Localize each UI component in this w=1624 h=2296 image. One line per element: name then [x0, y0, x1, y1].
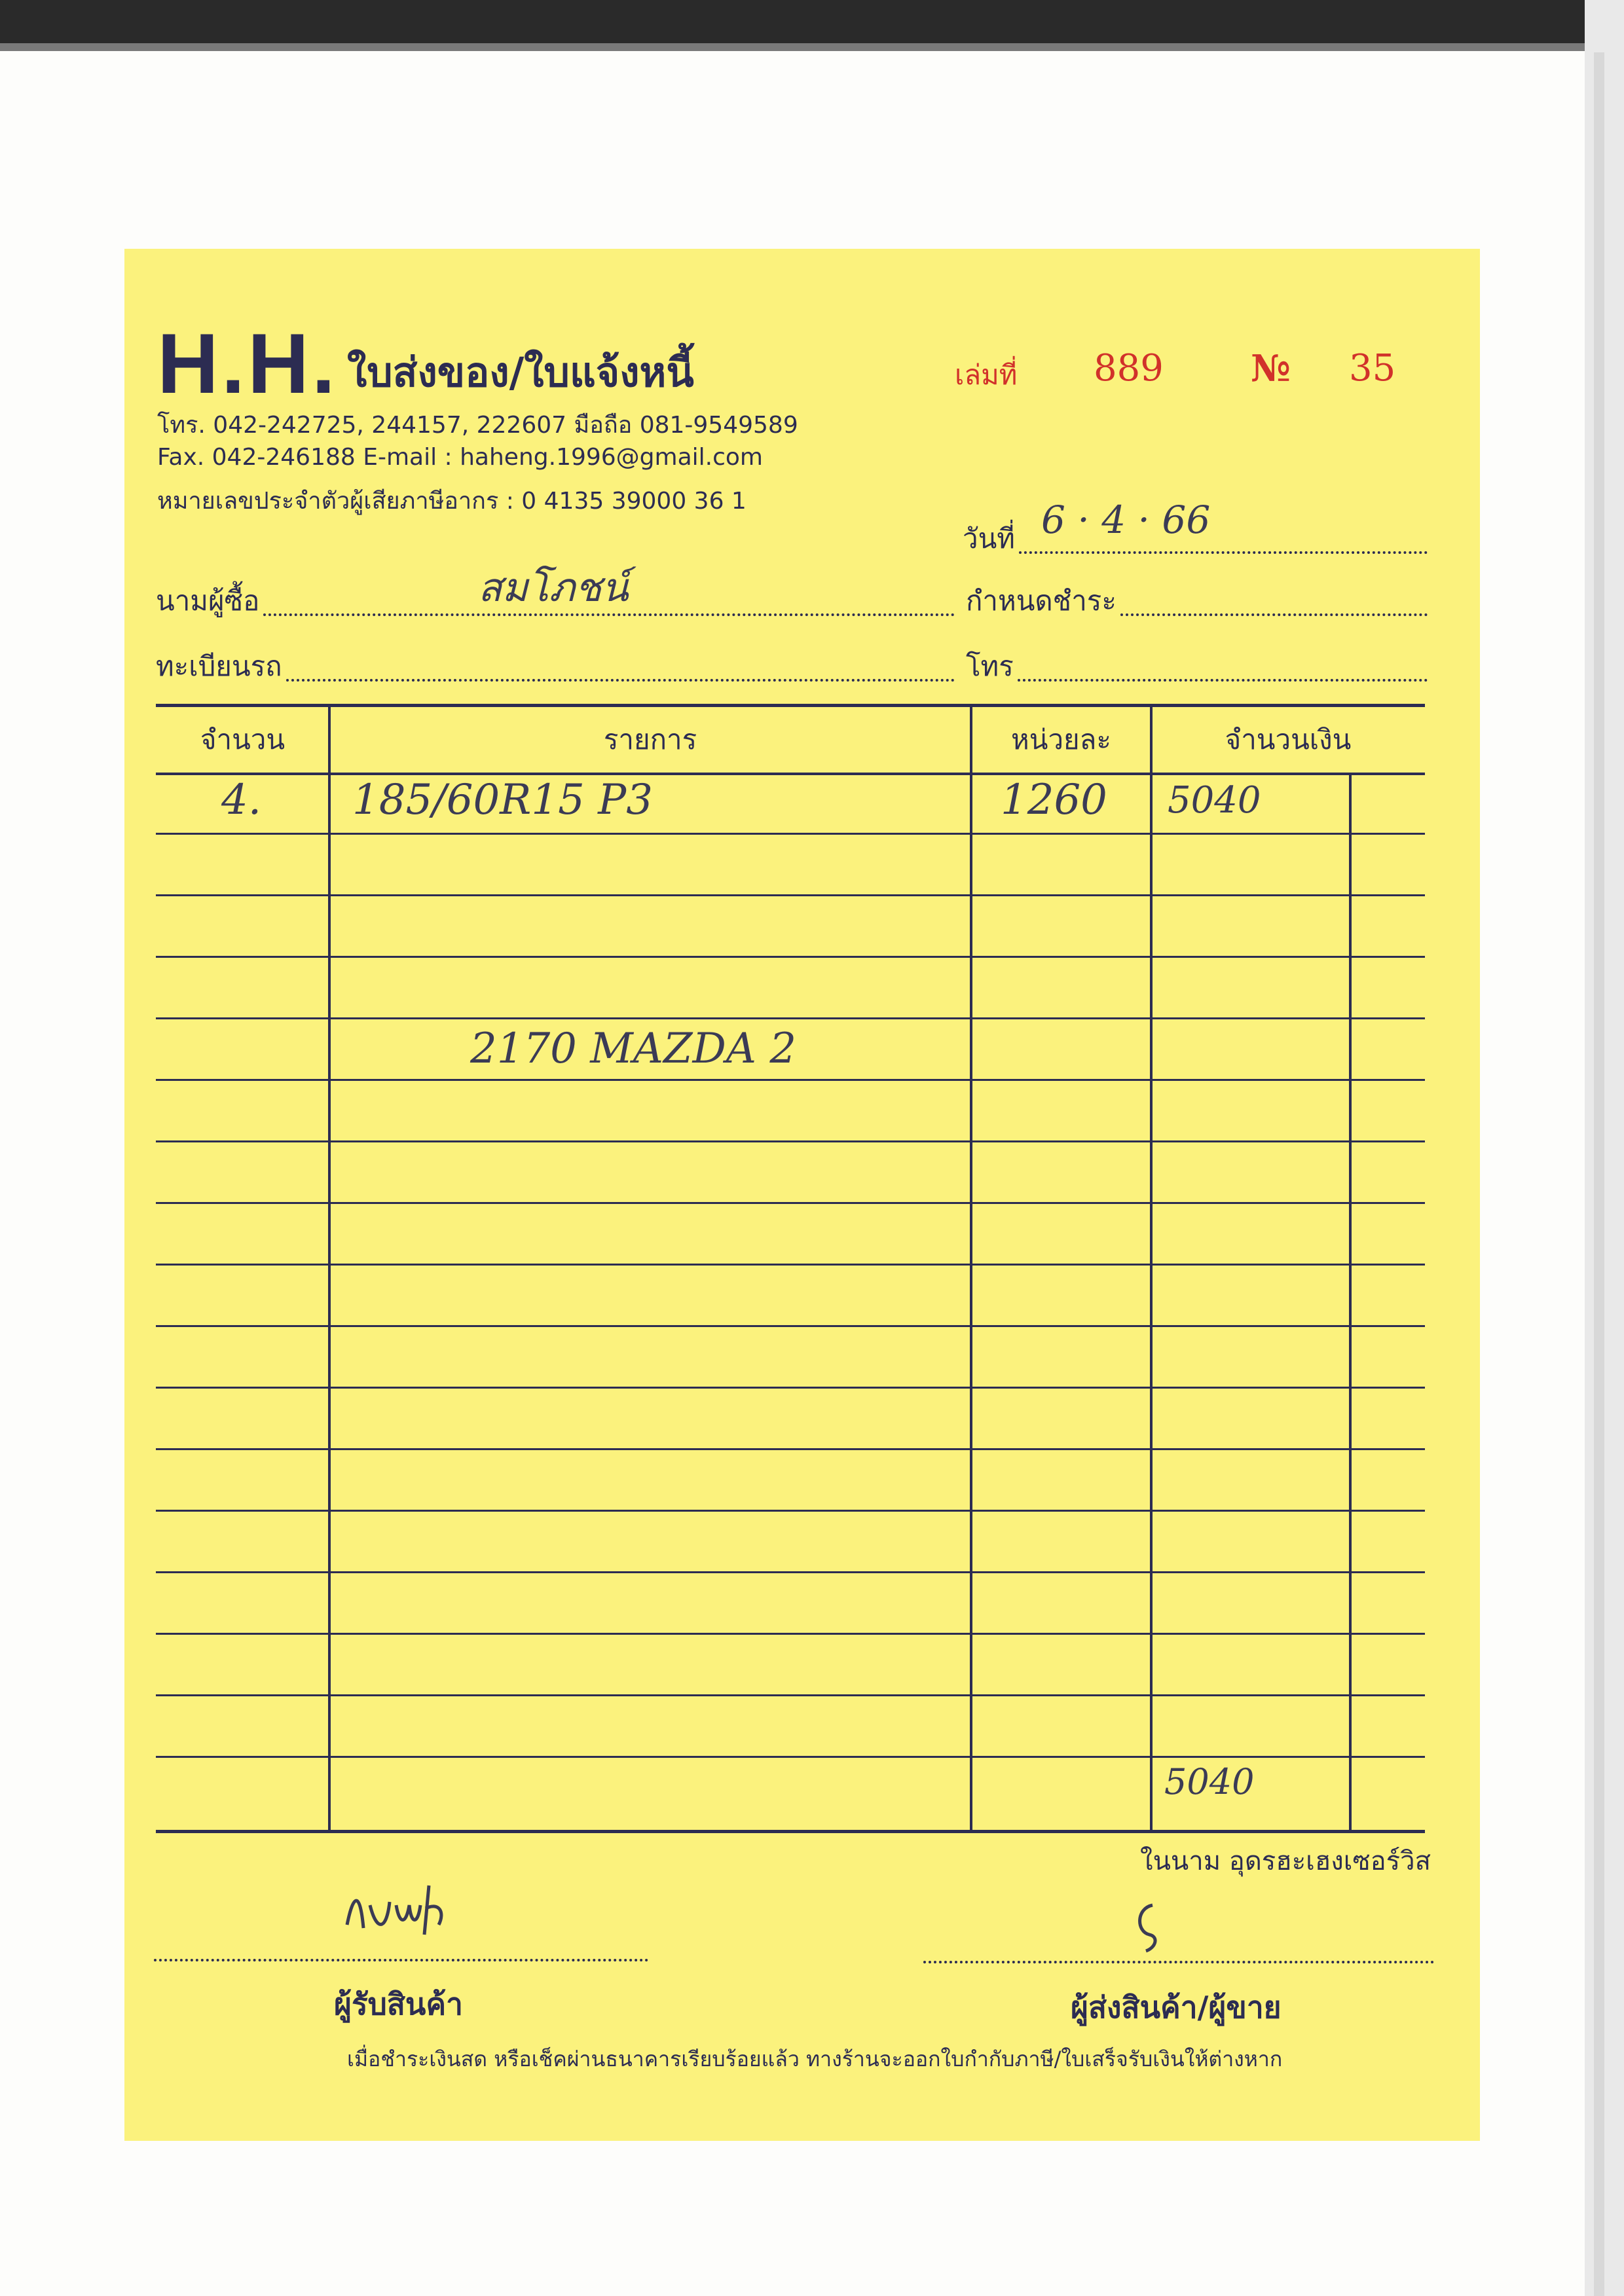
book-number: 889 [1094, 347, 1164, 390]
sender-signature-line [923, 1961, 1434, 1963]
scanner-right-edge [1585, 0, 1624, 2296]
number-label: № [1251, 347, 1291, 390]
buyer-value: สมโภชน์ [478, 565, 629, 611]
row-line [156, 833, 1425, 835]
items-table [156, 704, 1425, 1833]
row-line [156, 1325, 1425, 1327]
phone-info: โทร. 042-242725, 244157, 222607 มือถือ 081-9549589 [157, 412, 798, 439]
document-number: 35 [1349, 347, 1396, 390]
total-amount: 5040 [1164, 1761, 1255, 1802]
receiver-label: ผู้รับสินค้า [334, 1986, 463, 2022]
col-header-amount: จำนวนเงิน [1151, 707, 1425, 775]
date-dotted-line [1019, 551, 1428, 554]
row-line [156, 1448, 1425, 1450]
sender-label: ผู้ส่งสินค้า/ผู้ขาย [1071, 1990, 1282, 2025]
sender-signature [1120, 1899, 1179, 1958]
plate-label: ทะเบียนรถ [156, 650, 282, 682]
document-title: ใบส่งของ/ใบแจ้งหนี้ [347, 348, 694, 396]
row-line [156, 1017, 1425, 1019]
buyer-label: นามผู้ซื้อ [156, 585, 260, 617]
row-line [156, 1694, 1425, 1696]
row-line [156, 1202, 1425, 1204]
company-name: ในนาม อุดรฮะเฮงเซอร์วิส [1140, 1846, 1431, 1876]
row-1-amount: 5040 [1168, 779, 1261, 822]
row-1-item: 185/60R15 P3 [352, 776, 653, 824]
due-dotted-line [1120, 613, 1428, 616]
row-line [156, 1510, 1425, 1512]
fax-email-info: Fax. 042-246188 E-mail : haheng.1996@gmail.com [157, 444, 763, 471]
date-value: 6 · 4 · 66 [1041, 498, 1211, 542]
phone-dotted-line [1018, 679, 1428, 682]
due-field [966, 579, 1428, 623]
brand-logo: H.H. [157, 316, 338, 411]
col-divider [1349, 773, 1352, 1830]
row-1-unit-price: 1260 [1001, 776, 1107, 824]
col-divider [970, 707, 972, 1830]
col-divider [328, 707, 331, 1830]
phone-field [966, 645, 1428, 688]
phone-label: โทร [966, 650, 1014, 682]
row-line [156, 1633, 1425, 1635]
col-divider [1150, 707, 1153, 1830]
row-line [156, 1264, 1425, 1266]
col-header-item: รายการ [329, 707, 971, 775]
row-line [156, 956, 1425, 958]
row-line [156, 1756, 1425, 1758]
footer-note: เมื่อชำระเงินสด หรือเช็คผ่านธนาคารเรียบร้อยแล้ว ทางร้านจะออกใบกำกับภาษี/ใบเสร็จรับเงินให้ต่างหาก [347, 2047, 1283, 2071]
row-4-item: 2170 MAZDA 2 [470, 1025, 797, 1073]
col-header-qty: จำนวน [156, 707, 329, 775]
row-line [156, 1571, 1425, 1573]
row-1-qty: 4. [221, 776, 262, 824]
delivery-note-slip [124, 249, 1480, 2141]
row-line [156, 894, 1425, 896]
row-line [156, 1079, 1425, 1081]
due-label: กำหนดชำระ [966, 585, 1116, 617]
plate-field [156, 645, 955, 688]
date-label: วันที่ [963, 522, 1015, 555]
book-label: เล่มที่ [955, 359, 1018, 391]
receiver-signature-line [154, 1959, 648, 1961]
scanner-right-shadow [1594, 52, 1604, 2296]
tax-id-info: หมายเลขประจำตัวผู้เสียภาษีอากร : 0 4135 39000 36 1 [157, 488, 747, 515]
receiver-signature [341, 1872, 471, 1944]
row-line [156, 1140, 1425, 1142]
row-line [156, 1387, 1425, 1389]
col-header-unit-price: หน่วยละ [971, 707, 1151, 775]
plate-dotted-line [286, 679, 955, 682]
scanner-top-edge [0, 0, 1624, 51]
